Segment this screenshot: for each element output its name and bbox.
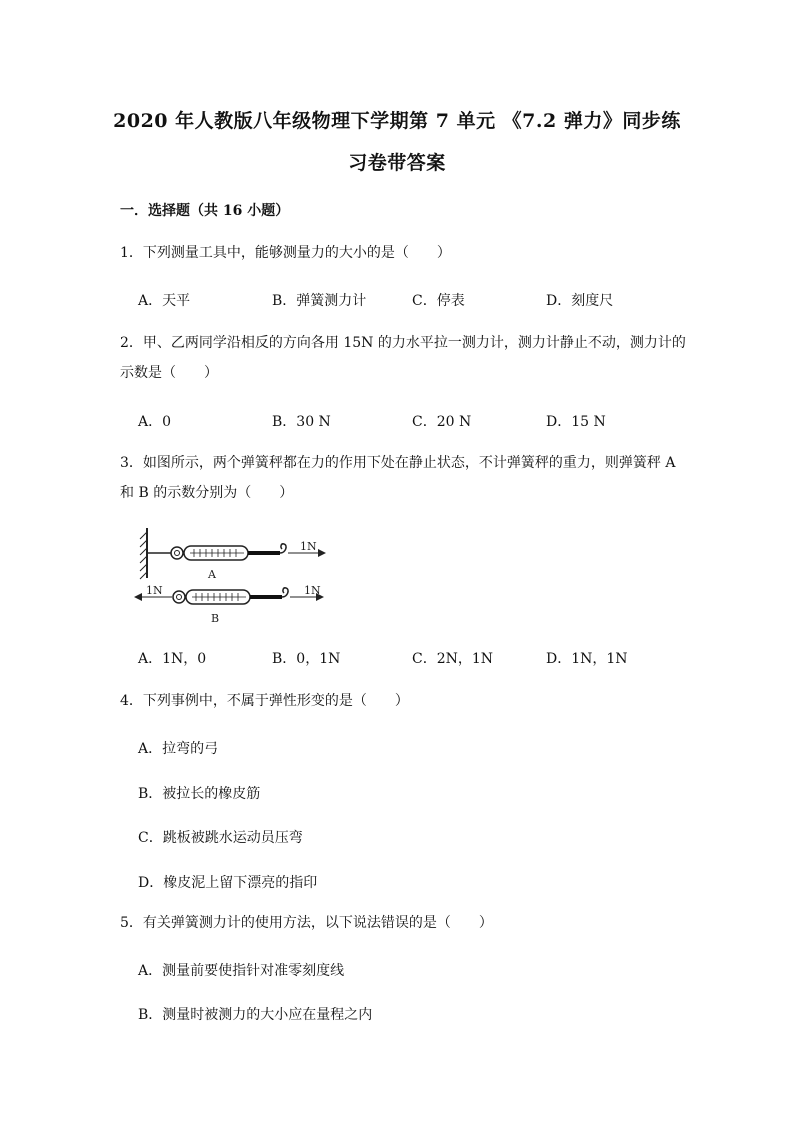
wall	[140, 528, 147, 579]
question-1-option-d: D．刻度尺	[546, 293, 614, 309]
scale-b-force-right-label: 1N	[304, 584, 321, 597]
question-1-stem: 1．下列测量工具中，能够测量力的大小的是（ ）	[120, 245, 451, 261]
question-3-option-d: D．1N，1N	[546, 651, 628, 667]
scale-a-label: A	[208, 568, 216, 581]
question-1-option-a: A．天平	[138, 293, 191, 309]
question-1-option-c: C．停表	[412, 293, 465, 309]
question-3-option-c: C．2N，1N	[412, 651, 494, 667]
question-2-option-b: B．30 N	[272, 414, 331, 430]
document-title-line-1: 2020 年人教版八年级物理下学期第 7 单元 《7.2 弹力》同步练	[113, 110, 681, 132]
question-4-stem: 4．下列事例中，不属于弹性形变的是（ ）	[120, 693, 409, 709]
scale-b-force-left-label: 1N	[146, 584, 163, 597]
question-5-option-a: A．测量前要使指针对准零刻度线	[138, 963, 345, 979]
question-4-option-c: C．跳板被跳水运动员压弯	[138, 830, 303, 846]
question-2-option-a: A．0	[138, 414, 172, 430]
question-3-option-b: B．0，1N	[272, 651, 341, 667]
document-title-line-2: 习卷带答案	[348, 152, 446, 174]
question-2-stem-line-1: 2．甲、乙两同学沿相反的方向各用 15N 的力水平拉一测力计，测力计静止不动，测力计的	[120, 335, 686, 351]
question-3-stem-line-2: 和 B 的示数分别为（ ）	[120, 485, 294, 501]
question-4-option-b: B．被拉长的橡皮筋	[138, 786, 261, 802]
question-2-option-d: D．15 N	[546, 414, 606, 430]
question-5-option-b: B．测量时被测力的大小应在量程之内	[138, 1007, 373, 1023]
question-4-option-a: A．拉弯的弓	[138, 741, 219, 757]
scale-b-label: B	[211, 612, 220, 625]
question-2-stem-line-2: 示数是（ ）	[120, 365, 218, 381]
question-2-option-c: C．20 N	[412, 414, 472, 430]
question-3-stem-line-1: 3．如图所示，两个弹簧秤都在力的作用下处在静止状态，不计弹簧秤的重力，则弹簧秤 A	[120, 455, 676, 471]
question-1-option-b: B．弹簧测力计	[272, 293, 367, 309]
section-heading: 一．选择题（共 16 小题）	[120, 203, 290, 219]
question-3-option-a: A．1N，0	[138, 651, 207, 667]
scale-a-force-right-label: 1N	[300, 540, 317, 553]
question-4-option-d: D．橡皮泥上留下漂亮的指印	[138, 875, 318, 891]
question-5-stem: 5．有关弹簧测力计的使用方法，以下说法错误的是（ ）	[120, 915, 493, 931]
